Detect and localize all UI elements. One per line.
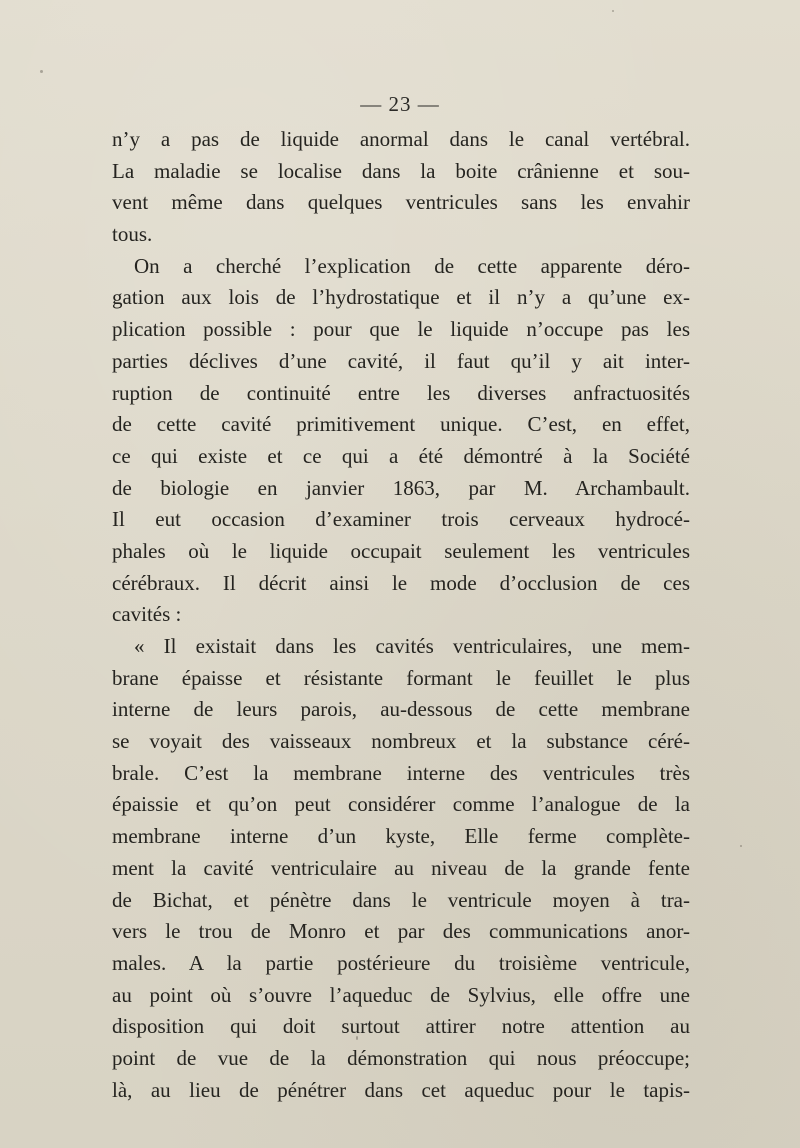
paper-speck [40,70,43,73]
text-line: parties déclives d’une cavité, il faut qu’il y ait inter- [112,348,690,373]
text-line: « Il existait dans les cavités ventriculaires, une mem- [134,634,690,658]
text-line: gation aux lois de l’hydrostatique et il n’y a qu’une ex- [112,285,690,310]
paper-speck [740,845,742,847]
text-line: se voyait des vaisseaux nombreux et la substance céré- [112,729,690,754]
text-line: vent même dans quelques ventricules sans les envahir [112,190,690,215]
text-line: de biologie en janvier 1863, par M. Archambault. [112,475,690,500]
text-line: là, au lieu de pénétrer dans cet aqueduc pour le tapis- [112,1077,690,1102]
text-line: brane épaisse et résistante formant le feuillet le plus [112,665,690,690]
text-line: point de vue de la démonstration qui nous préoccupe; [112,1045,690,1070]
text-line: épaissie et qu’on peut considérer comme l’analogue de la [112,792,690,817]
text-line: males. A la partie postérieure du troisième ventricule, [112,950,690,975]
page-number: — 23 — [360,92,440,116]
text-line: n’y a pas de liquide anormal dans le canal vertébral. [112,127,690,151]
body-text [112,124,690,1106]
text-line: brale. C’est la membrane interne des ventricules très [112,760,690,785]
text-line: membrane interne d’un kyste, Elle ferme complète- [112,824,690,849]
text-line: interne de leurs parois, au-dessous de cette membrane [112,697,690,722]
text-line: cérébraux. Il décrit ainsi le mode d’occlusion de ces [112,570,690,595]
text-line: cavités : [112,602,182,627]
text-line: phales où le liquide occupait seulement les ventricules [112,538,690,563]
text-line: de Bichat, et pénètre dans le ventricule moyen à tra- [112,887,690,912]
paper-speck [612,10,614,12]
text-line: Il eut occasion d’examiner trois cerveaux hydrocé- [112,507,690,532]
text-line: disposition qui doit surtout attirer notre attention au [112,1014,690,1039]
text-line: ce qui existe et ce qui a été démontré à la Société [112,443,690,468]
text-line: vers le trou de Monro et par des communications anor- [112,919,690,944]
text-line: de cette cavité primitivement unique. C’est, en effet, [112,412,690,437]
text-line: ruption de continuité entre les diverses anfractuosités [112,380,690,405]
text-line: au point où s’ouvre l’aqueduc de Sylvius, elle offre une [112,982,690,1007]
text-line: ment la cavité ventriculaire au niveau de la grande fente [112,855,690,880]
text-line: La maladie se localise dans la boite crânienne et sou- [112,158,690,183]
text-line: tous. [112,222,153,247]
text-line: On a cherché l’explication de cette apparente déro- [134,253,690,278]
text-line: plication possible : pour que le liquide n’occupe pas les [112,317,690,342]
